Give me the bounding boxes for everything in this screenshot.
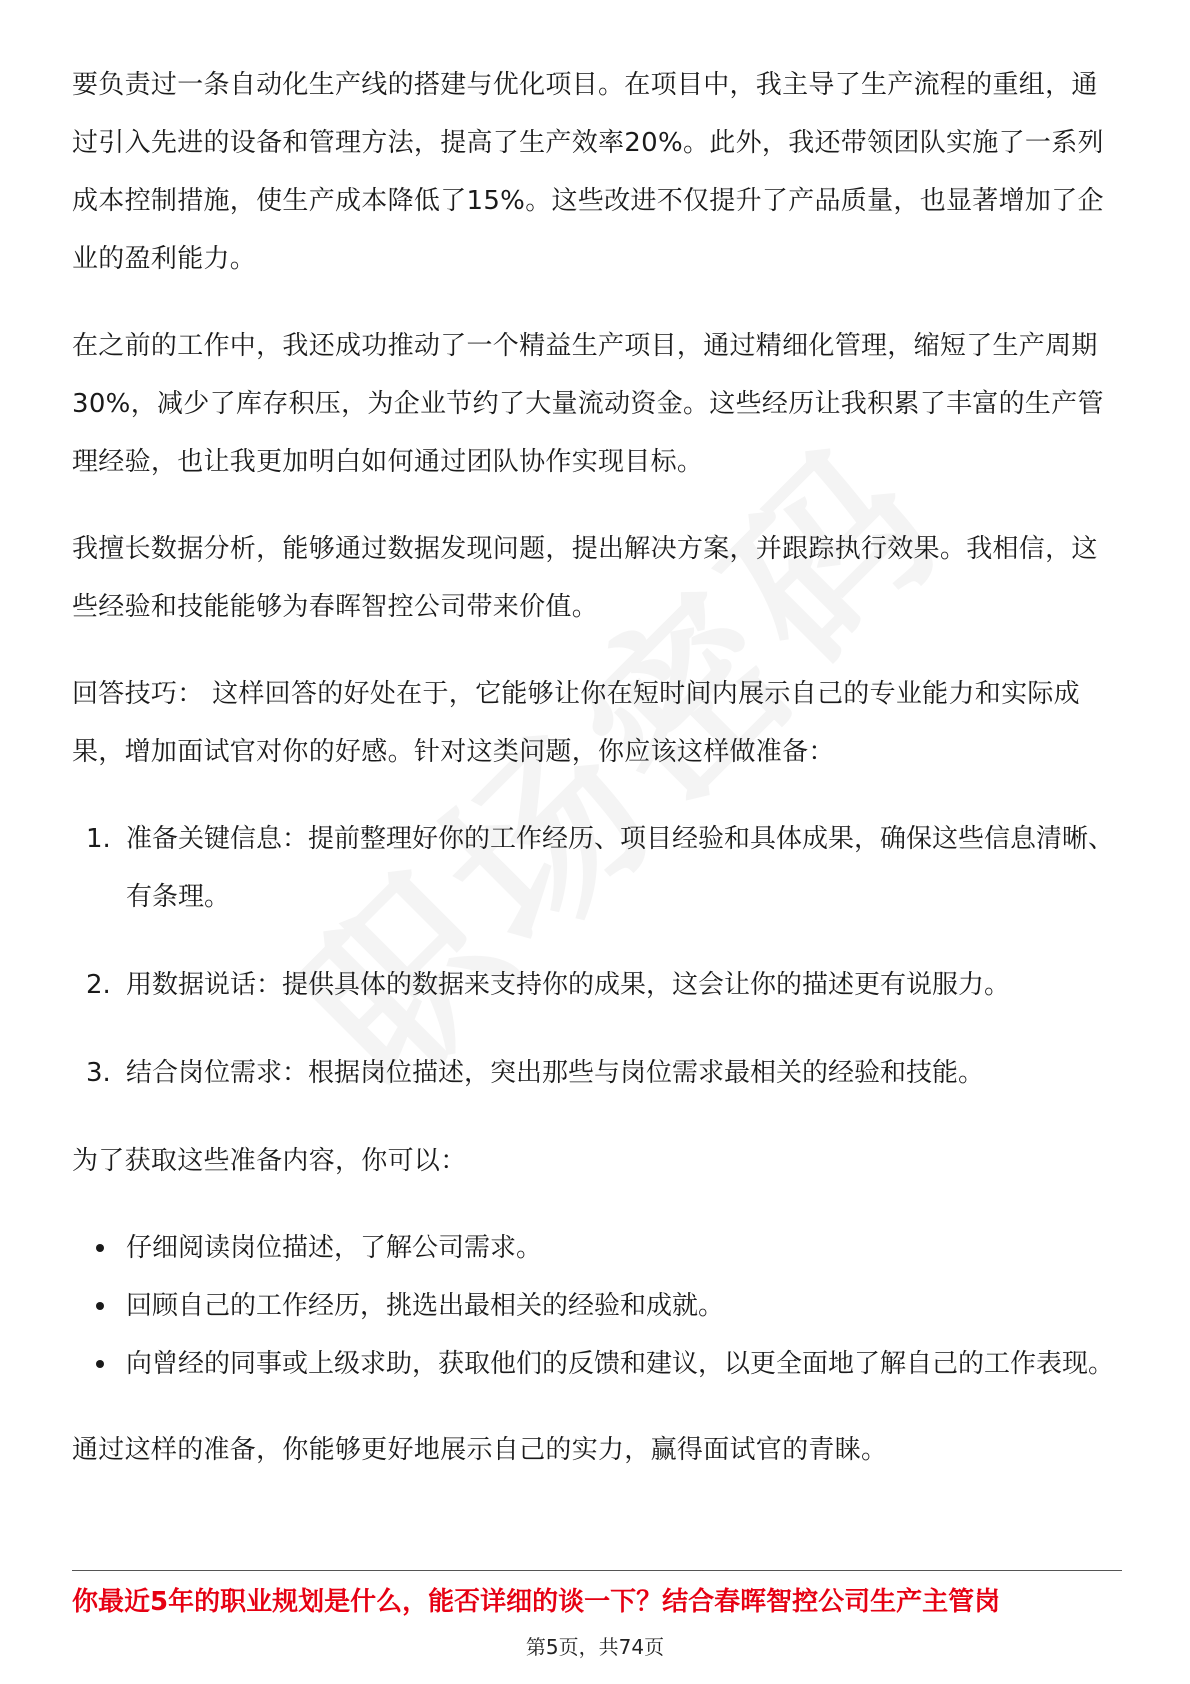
prep-bullets-list (72, 1219, 1122, 1393)
preparation-steps-list (72, 810, 1122, 1102)
paragraph-lean-production: 在之前的工作中，我还成功推动了一个精益生产项目，通过精细化管理，缩短了生产周期30%，减少了库存积压，为企业节约了大量流动资金。这些经历让我积累了丰富的生产管理经验，也让我更加明白如何通过团队协作实现目标。 (72, 331, 1104, 477)
bullet-text: 仔细阅读岗位描述，了解公司需求。 (126, 1233, 543, 1263)
step-text: 用数据说话：提供具体的数据来支持你的成果，这会让你的描述更有说服力。 (126, 970, 1011, 1000)
paragraph-closing: 通过这样的准备，你能够更好地展示自己的实力，赢得面试官的青睐。 (72, 1435, 888, 1465)
list-item (72, 956, 1122, 1014)
answer-content (72, 56, 1122, 1508)
list-item (72, 810, 1122, 926)
list-item (72, 1219, 1122, 1277)
bullet-icon (96, 1244, 104, 1252)
page-number: 第5页，共74页 (525, 1635, 665, 1659)
paragraph-data-analysis: 我擅长数据分析，能够通过数据发现问题，提出解决方案，并跟踪执行效果。我相信，这些经验和技能能够为春晖智控公司带来价值。 (72, 534, 1098, 622)
next-question-heading: 你最近5年的职业规划是什么，能否详细的谈一下？结合春晖智控公司生产主管岗 (72, 1587, 1001, 1617)
step-number: 3. (86, 1058, 111, 1088)
list-item (72, 1277, 1122, 1335)
list-item (72, 1044, 1122, 1102)
step-text: 准备关键信息：提前整理好你的工作经历、项目经验和具体成果，确保这些信息清晰、有条理。 (126, 824, 1115, 912)
section-divider (72, 1570, 1122, 1571)
bullet-icon (96, 1360, 104, 1368)
bullet-icon (96, 1302, 104, 1310)
step-number: 2. (86, 970, 111, 1000)
step-text: 结合岗位需求：根据岗位描述，突出那些与岗位需求最相关的经验和技能。 (126, 1058, 985, 1088)
list-item (72, 1335, 1122, 1393)
paragraph-answer-tips: 回答技巧： 这样回答的好处在于，它能够让你在短时间内展示自己的专业能力和实际成果，增加面试官对你的好感。针对这类问题，你应该这样做准备： (72, 679, 1080, 767)
paragraph-production-line: 要负责过一条自动化生产线的搭建与优化项目。在项目中，我主导了生产流程的重组，通过引入先进的设备和管理方法，提高了生产效率20%。此外，我还带领团队实施了一系列成本控制措施，使生产成本降低了15%。这些改进不仅提升了产品质量，也显著增加了企业的盈利能力。 (72, 70, 1104, 274)
bullet-text: 回顾自己的工作经历，挑选出最相关的经验和成就。 (126, 1291, 725, 1321)
step-number: 1. (86, 824, 111, 854)
bullet-text: 向曾经的同事或上级求助，获取他们的反馈和建议，以更全面地了解自己的工作表现。 (126, 1349, 1115, 1379)
paragraph-prep-intro: 为了获取这些准备内容，你可以： (72, 1146, 467, 1176)
